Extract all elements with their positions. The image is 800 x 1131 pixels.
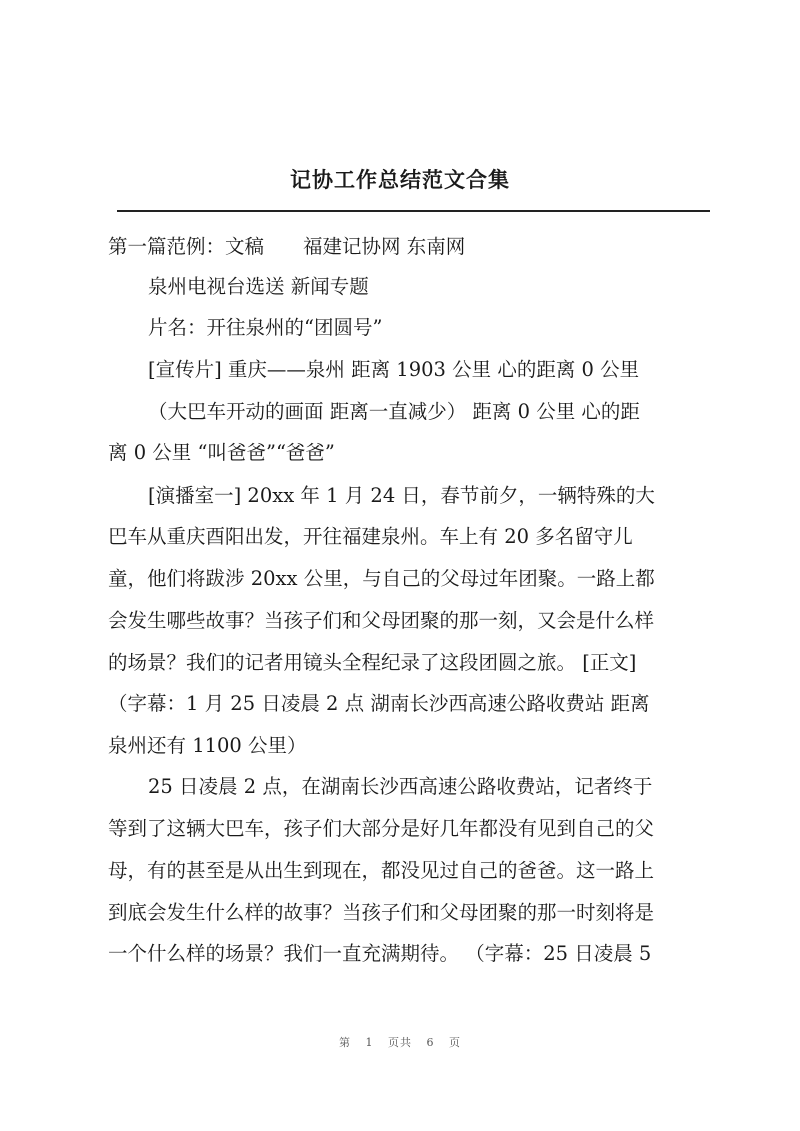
body-line: 会发生哪些故事？当孩子们和父母团聚的那一刻，又会是什么样	[108, 609, 655, 632]
body-line: （字幕：1 月 25 日凌晨 2 点 湖南长沙西高速公路收费站 距离	[108, 692, 650, 715]
body-line: 一个什么样的场景？我们一直充满期待。 （字幕：25 日凌晨 5	[108, 942, 652, 965]
body-line: 母，有的甚至是从出生到现在，都没见过自己的爸爸。这一路上	[108, 859, 655, 882]
document-title: 记协工作总结范文合集	[290, 167, 510, 192]
footer-middle: 页共	[388, 1036, 412, 1049]
body-line: （大巴车开动的画面 距离一直减少） 距离 0 公里 心的距	[148, 400, 640, 423]
body-line: 片名：开往泉州的“团圆号”	[148, 316, 383, 339]
body-line: [宣传片] 重庆——泉州 距离 1903 公里 心的距离 0 公里	[148, 358, 640, 381]
body-line: 泉州还有 1100 公里）	[108, 734, 307, 757]
body-line: [演播室一] 20xx 年 1 月 24 日，春节前夕，一辆特殊的大	[148, 484, 655, 507]
footer-total-pages: 6	[426, 1036, 435, 1049]
body-line: 等到了这辆大巴车，孩子们大部分是好几年都没有见到自己的父	[108, 817, 655, 840]
footer-suffix: 页	[449, 1036, 461, 1049]
title-underline	[117, 210, 710, 212]
body-line: 的场景？我们的记者用镜头全程纪录了这段团圆之旅。 [正文]	[108, 651, 637, 674]
body-line: 离 0 公里 “叫爸爸”“爸爸”	[108, 441, 335, 464]
body-line: 童，他们将跋涉 20xx 公里，与自己的父母过年团聚。一路上都	[108, 567, 655, 590]
body-line: 25 日凌晨 2 点，在湖南长沙西高速公路收费站，记者终于	[148, 775, 653, 798]
body-line: 泉州电视台选送 新闻专题	[148, 275, 369, 298]
body-line: 到底会发生什么样的故事？当孩子们和父母团聚的那一时刻将是	[108, 901, 655, 924]
footer-current-page: 1	[365, 1036, 374, 1049]
body-line: 巴车从重庆酉阳出发，开往福建泉州。车上有 20 多名留守儿	[108, 525, 633, 548]
page-footer	[0, 1034, 800, 1050]
footer-prefix: 第	[339, 1036, 351, 1049]
body-line: 第一篇范例：文稿 福建记协网 东南网	[108, 235, 466, 258]
